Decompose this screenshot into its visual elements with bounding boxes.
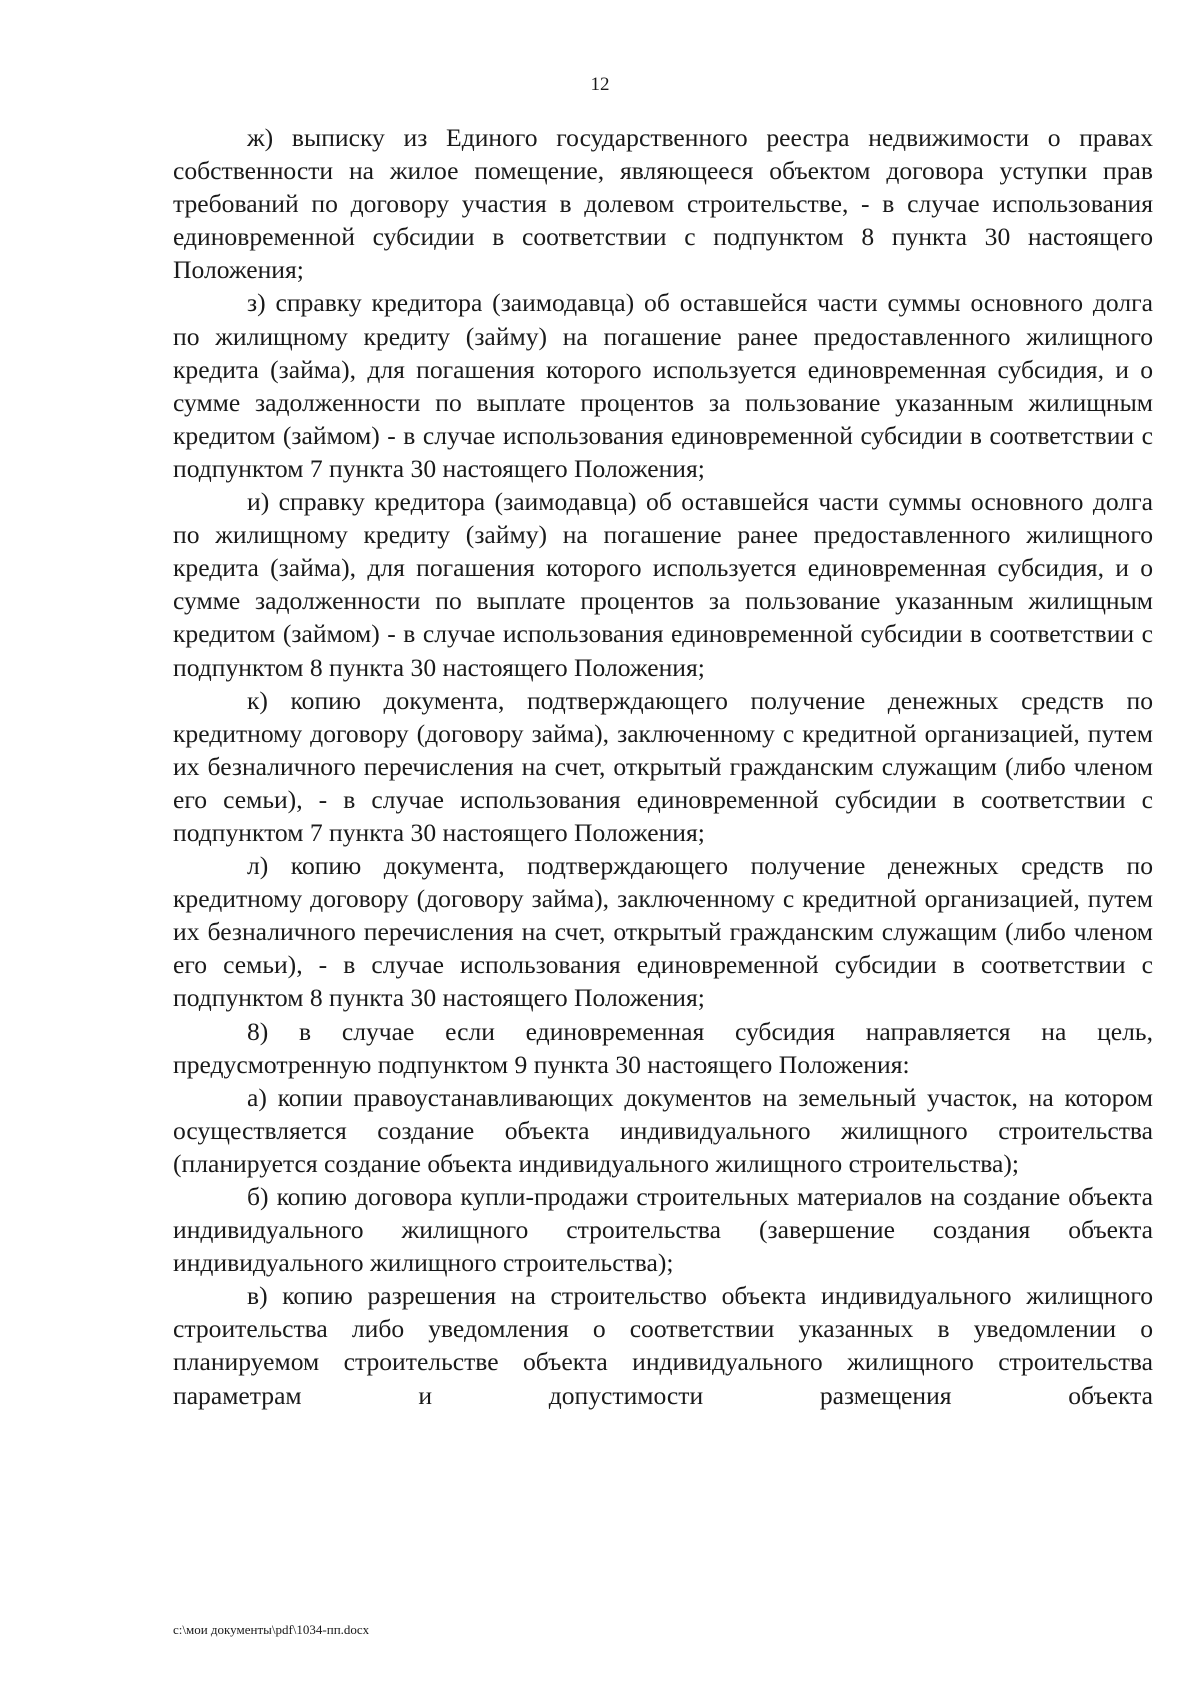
paragraph-b: б) копию договора купли-продажи строительных материалов на создание объекта индивидуального жилищного строительства (завершение создания объекта индивидуального жилищного строительства); (173, 1182, 1153, 1278)
footer-file-path: c:\мои документы\pdf\1034-пп.docx (173, 1622, 370, 1637)
document-body (173, 121, 1153, 1412)
paragraph-zh: ж) выписку из Единого государственного реестра недвижимости о правах собственности на жилое помещение, являющееся объектом договора уступки прав требований по договору участия в долевом строительстве, - в случае использования единовременной субсидии в соответствии с подпунктом 8 пункта 30 настоящего Положения; (173, 123, 1153, 285)
paragraph-item-8: 8) в случае если единовременная субсидия направляется на цель, предусмотренную подпунктом 9 пункта 30 настоящего Положения: (173, 1016, 1153, 1079)
paragraph-v: в) копию разрешения на строительство объекта индивидуального жилищного строительства либо уведомления о соответствии указанных в уведомлении о планируемом строительстве объекта индивидуального жилищного строительства параметрам и допустимости размещения объекта (173, 1281, 1153, 1410)
paragraph-k: к) копию документа, подтверждающего получение денежных средств по кредитному договору (договору займа), заключенному с кредитной организацией, путем их безналичного перечисления на счет, открытый гражданским служащим (либо членом его семьи), - в случае использования единовременной субсидии в соответствии с подпунктом 7 пункта 30 настоящего Положения; (173, 685, 1153, 847)
paragraph-i: и) справку кредитора (заимодавца) об оставшейся части суммы основного долга по жилищному кредиту (займу) на погашение ранее предоставленного жилищного кредита (займа), для погашения которого используется единовременная субсидия, и о сумме задолженности по выплате процентов за пользование указанным жилищным кредитом (займом) - в случае использования единовременной субсидии в соответствии с подпунктом 8 пункта 30 настоящего Положения; (173, 487, 1153, 682)
paragraph-a: а) копии правоустанавливающих документов на земельный участок, на котором осуществляется создание объекта индивидуального жилищного строительства (планируется создание объекта индивидуального жилищного строительства); (173, 1082, 1153, 1178)
paragraph-l: л) копию документа, подтверждающего получение денежных средств по кредитному договору (договору займа), заключенному с кредитной организацией, путем их безналичного перечисления на счет, открытый гражданским служащим (либо членом его семьи), - в случае использования единовременной субсидии в соответствии с подпунктом 8 пункта 30 настоящего Положения; (173, 851, 1153, 1013)
page-number: 12 (590, 74, 610, 95)
paragraph-z: з) справку кредитора (заимодавца) об оставшейся части суммы основного долга по жилищному кредиту (займу) на погашение ранее предоставленного жилищного кредита (займа), для погашения которого используется единовременная субсидия, и о сумме задолженности по выплате процентов за пользование указанным жилищным кредитом (займом) - в случае использования единовременной субсидии в соответствии с подпунктом 7 пункта 30 настоящего Положения; (173, 288, 1153, 483)
